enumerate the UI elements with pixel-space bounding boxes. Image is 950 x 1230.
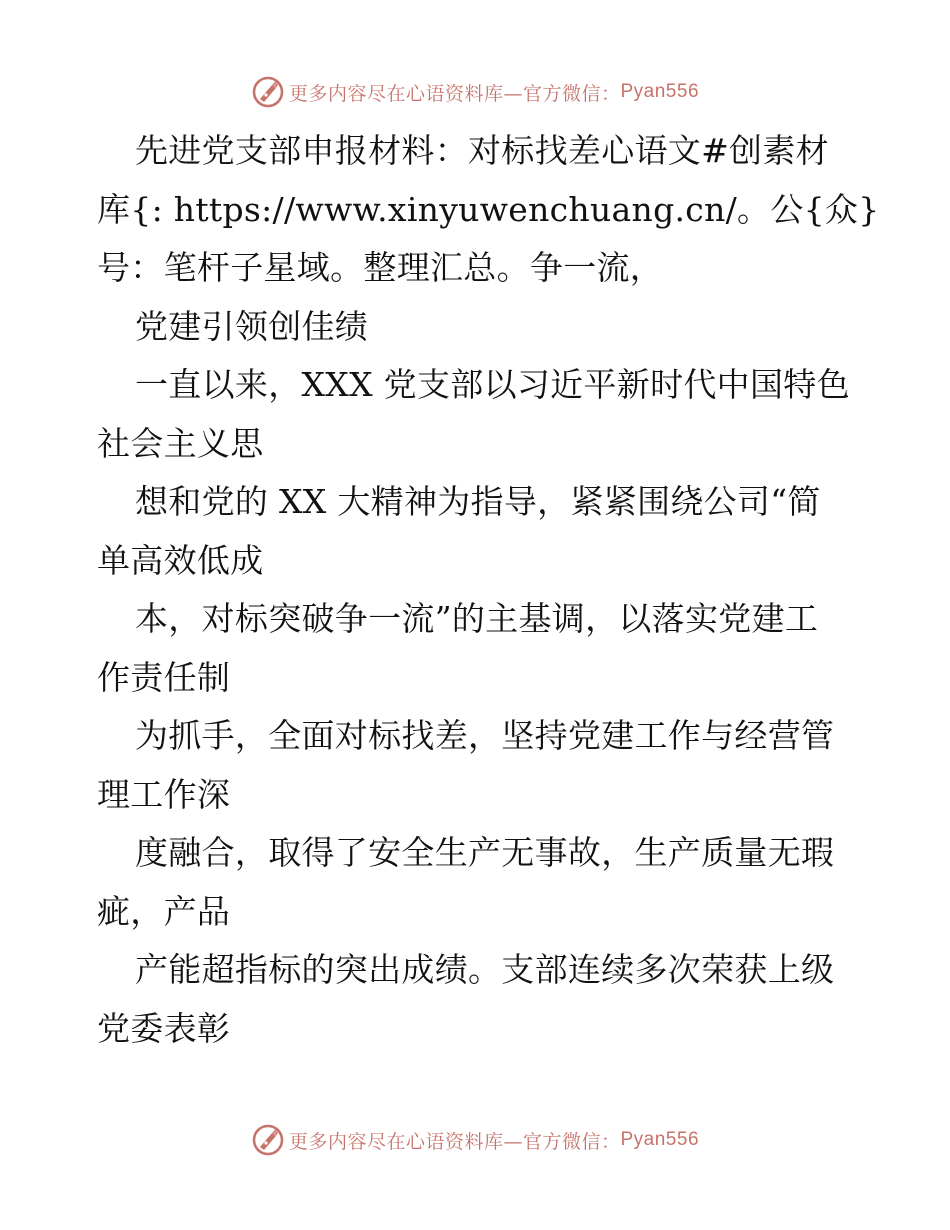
text-line: 号：笔杆子星域。整理汇总。争一流， bbox=[97, 248, 664, 287]
text-line: 为抓手，全面对标找差，坚持党建工作与经营管 bbox=[135, 716, 835, 755]
header-banner bbox=[0, 72, 950, 112]
text-line: 库{: https://www.xinyuwenchuang.cn/。公{众} bbox=[97, 189, 880, 229]
text-line: 本，对标突破争一流”的主基调，以落实党建工 bbox=[135, 599, 819, 638]
header-banner-text: 更多内容尽在心语资料库—官方微信： bbox=[288, 82, 621, 105]
text-line: 疵，产品 bbox=[97, 891, 231, 931]
header-wechat-id: Pyan556 bbox=[620, 81, 700, 102]
text-line: 想和党的 XX 大精神为指导，紧紧围绕公司“简 bbox=[135, 482, 821, 521]
text-line: 单高效低成 bbox=[97, 540, 264, 580]
text-line: 党建引领创佳绩 bbox=[135, 306, 369, 346]
text-line: 作责任制 bbox=[97, 657, 231, 697]
text-line: 理工作深 bbox=[97, 774, 231, 814]
document-body bbox=[97, 122, 880, 1058]
text-line: 度融合，取得了安全生产无事故，生产质量无瑕 bbox=[135, 833, 835, 872]
text-line: 一直以来，XXX 党支部以习近平新时代中国特色 bbox=[135, 365, 850, 404]
text-line: 社会主义思 bbox=[97, 423, 264, 463]
footer-banner bbox=[0, 1120, 950, 1160]
pen-nib-logo-icon bbox=[251, 75, 285, 109]
text-line: 党委表彰 bbox=[97, 1008, 231, 1048]
pen-nib-logo-icon bbox=[251, 1123, 285, 1157]
text-line: 先进党支部申报材料：对标找差心语文#创素材 bbox=[135, 131, 829, 170]
footer-wechat-id: Pyan556 bbox=[620, 1129, 700, 1150]
footer-banner-text: 更多内容尽在心语资料库—官方微信： bbox=[288, 1130, 621, 1153]
text-line: 产能超指标的突出成绩。支部连续多次荣获上级 bbox=[135, 950, 835, 989]
